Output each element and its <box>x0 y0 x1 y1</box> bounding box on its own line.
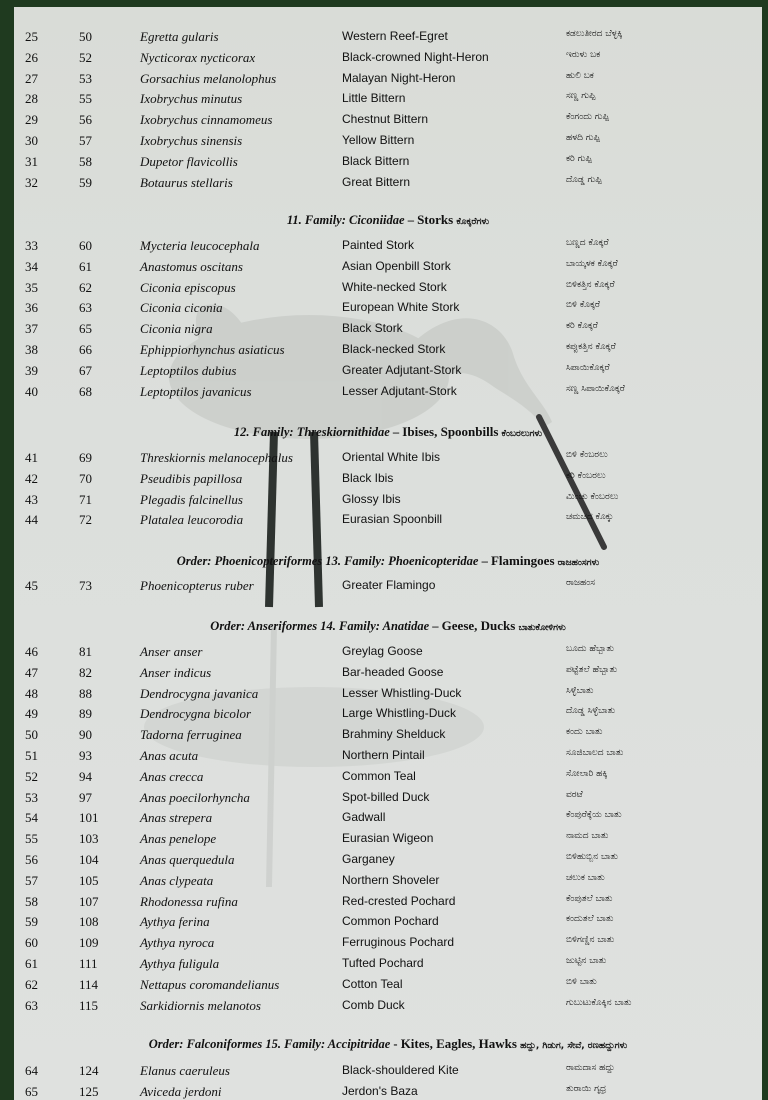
serial-number: 55 <box>25 831 38 847</box>
serial-number: 52 <box>25 768 38 784</box>
english-name: Brahminy Shelduck <box>342 727 446 742</box>
english-name: Tufted Pochard <box>342 956 424 970</box>
english-name: Comb Duck <box>342 997 405 1012</box>
english-name: Eurasian Wigeon <box>342 831 434 846</box>
species-id: 105 <box>79 872 99 888</box>
table-row <box>14 1081 762 1100</box>
scientific-name: Anas querquedula <box>140 852 235 867</box>
species-id: 108 <box>79 914 99 930</box>
table-row <box>14 662 762 682</box>
family-label: Order: Falconiformes 15. Family: Accipitridae <box>148 1037 391 1051</box>
scientific-name: Anas penelope <box>140 831 217 847</box>
family-heading <box>14 212 762 228</box>
table-row <box>14 297 762 317</box>
species-id: 70 <box>79 470 92 486</box>
kannada-name: ಚಮಚದ ಕೊಕ್ಕು <box>566 512 614 523</box>
table-row <box>14 47 762 67</box>
serial-number: 40 <box>25 383 38 399</box>
scientific-name: Nettapus coromandelianus <box>140 976 280 992</box>
serial-number: 61 <box>25 956 38 971</box>
species-id: 88 <box>79 685 92 701</box>
scientific-name: Gorsachius melanolophus <box>140 70 277 86</box>
english-name: Spot-billed Duck <box>342 789 430 804</box>
scientific-name: Pseudibis papillosa <box>140 470 243 486</box>
serial-number: 51 <box>25 748 38 763</box>
species-id: 61 <box>79 258 92 274</box>
species-id: 93 <box>79 748 92 763</box>
table-row <box>14 235 762 255</box>
kannada-name: ಮಿಂಚು ಕೆಂಬರಲು <box>566 491 619 502</box>
table-row <box>14 256 762 276</box>
species-id: 81 <box>79 644 92 659</box>
kannada-name: ರಾಮದಾಸ ಹದ್ದು <box>566 1063 615 1073</box>
english-name: Red-crested Pochard <box>342 893 456 908</box>
kannada-name: ಸಣ್ಣ ಸಿಪಾಯಿಕೊಕ್ಕರೆ <box>566 383 625 394</box>
english-name: Malayan Night-Heron <box>342 70 456 85</box>
scientific-name: Aviceda jerdoni <box>140 1083 222 1099</box>
table-row <box>14 766 762 786</box>
species-id: 69 <box>79 450 92 465</box>
species-id: 111 <box>79 956 98 971</box>
kannada-name: ಪಟ್ಟೆತಲೆ ಹೆಬ್ಬಾತು <box>566 664 618 675</box>
serial-number: 37 <box>25 321 38 337</box>
table-row <box>14 745 762 765</box>
scientific-name: Botaurus stellaris <box>140 174 233 190</box>
table-row <box>14 277 762 297</box>
family-heading <box>14 553 762 569</box>
english-name: Chestnut Bittern <box>342 112 429 127</box>
serial-number: 62 <box>25 976 38 992</box>
scientific-name: Ciconia ciconia <box>140 300 223 316</box>
scientific-name: Tadorna ferruginea <box>140 727 242 743</box>
serial-number: 63 <box>25 997 38 1013</box>
checklist-page <box>14 7 762 1100</box>
species-id: 72 <box>79 512 92 528</box>
kannada-name: ವರಟೆ <box>566 789 583 800</box>
serial-number: 29 <box>25 112 38 128</box>
scientific-name: Dendrocygna javanica <box>140 685 259 701</box>
kannada-name: ಗುಬುಟುಕೊಕ್ಕಿನ ಬಾತು <box>566 997 632 1008</box>
kannada-name: ಕಂದು ಬಾತು <box>566 727 603 738</box>
scientific-name: Leptoptilos dubius <box>140 362 237 378</box>
english-name: Western Reef-Egret <box>342 29 448 43</box>
table-row <box>14 703 762 723</box>
serial-number: 27 <box>25 70 38 86</box>
table-row <box>14 849 762 869</box>
serial-number: 56 <box>25 852 38 867</box>
scientific-name: Ciconia episcopus <box>140 279 236 295</box>
species-id: 62 <box>79 279 92 295</box>
english-name: Oriental White Ibis <box>342 450 441 464</box>
english-name: Greater Adjutant-Stork <box>342 362 462 377</box>
serial-number: 39 <box>25 362 38 378</box>
family-kannada-name: ರಾಜಹಂಸಗಳು <box>557 558 600 568</box>
english-name: Glossy Ibis <box>342 491 401 506</box>
table-row <box>14 26 762 46</box>
english-name: Greylag Goose <box>342 644 423 658</box>
english-name: Common Teal <box>342 768 416 783</box>
scientific-name: Aythya fuligula <box>140 956 220 971</box>
kannada-name: ಬಿಳಿಗಣ್ಣಿನ ಬಾತು <box>566 935 615 946</box>
kannada-name: ಕಪ್ಪುಕತ್ತಿನ ಕೊಕ್ಕರೆ <box>566 342 616 352</box>
kannada-name: ಸೋಲಾರಿ ಹಕ್ಕಿ <box>566 768 608 779</box>
serial-number: 31 <box>25 153 38 169</box>
heading-dash: – <box>429 619 442 633</box>
scientific-name: Mycteria leucocephala <box>140 238 260 253</box>
family-english-name: Geese, Ducks <box>441 618 516 633</box>
scientific-name: Anser anser <box>140 644 203 659</box>
species-id: 89 <box>79 706 92 722</box>
serial-number: 47 <box>25 664 38 680</box>
table-row <box>14 828 762 848</box>
serial-number: 48 <box>25 685 38 701</box>
kannada-name: ಬಿಳಿಹುಬ್ಬಿನ ಬಾತು <box>566 852 618 862</box>
family-heading <box>14 1036 762 1052</box>
species-id: 107 <box>79 893 99 909</box>
table-row <box>14 1060 762 1080</box>
english-name: Garganey <box>342 852 395 866</box>
scientific-name: Anas acuta <box>140 748 199 763</box>
species-id: 67 <box>79 362 92 378</box>
serial-number: 26 <box>25 49 38 65</box>
kannada-name: ಕೆಂಪುರೆಕ್ಕೆಯ ಬಾತು <box>566 810 622 821</box>
table-row <box>14 974 762 994</box>
kannada-name: ಸಿಪಾಯಿಕೊಕ್ಕರೆ <box>566 362 610 373</box>
species-id: 115 <box>79 997 99 1013</box>
species-id: 94 <box>79 768 92 784</box>
family-english-name: Kites, Eagles, Hawks <box>400 1036 517 1051</box>
species-id: 59 <box>79 174 92 190</box>
kannada-name: ಬಿಳಿಕತ್ತಿನ ಕೊಕ್ಕರೆ <box>566 279 615 290</box>
family-heading <box>14 424 762 440</box>
english-name: Painted Stork <box>342 238 415 252</box>
species-id: 52 <box>79 49 92 65</box>
table-row <box>14 381 762 401</box>
family-english-name: Storks <box>417 212 454 227</box>
kannada-name: ಚಲುಕ ಬಾತು <box>566 872 605 883</box>
family-heading <box>14 618 762 634</box>
kannada-name: ಹುಲಿ ಬಕ <box>566 70 594 81</box>
kannada-name: ಬಿಳಿ ಕೆಂಬರಲು <box>566 450 608 460</box>
species-id: 104 <box>79 852 99 867</box>
english-name: Jerdon's Baza <box>342 1083 418 1098</box>
table-row <box>14 68 762 88</box>
serial-number: 49 <box>25 706 38 722</box>
table-row <box>14 489 762 509</box>
serial-number: 44 <box>25 512 38 528</box>
kannada-name: ರಾಜಹಂಸ <box>566 578 595 588</box>
english-name: Greater Flamingo <box>342 578 436 592</box>
table-row <box>14 318 762 338</box>
scientific-name: Anser indicus <box>140 664 212 680</box>
serial-number: 25 <box>25 29 38 44</box>
serial-number: 60 <box>25 935 38 951</box>
species-id: 68 <box>79 383 92 399</box>
table-row <box>14 447 762 467</box>
english-name: Bar-headed Goose <box>342 664 444 679</box>
table-row <box>14 787 762 807</box>
serial-number: 36 <box>25 300 38 316</box>
kannada-name: ಕರಿ ಕೊಕ್ಕರೆ <box>566 321 598 332</box>
kannada-name: ಕೆಂಪುತಲೆ ಬಾತು <box>566 893 613 904</box>
species-id: 97 <box>79 789 92 805</box>
serial-number: 33 <box>25 238 38 253</box>
scientific-name: Egretta gularis <box>140 29 219 44</box>
serial-number: 45 <box>25 578 38 593</box>
kannada-name: ಕೆಂಗಂದು ಗುಪ್ಪಿ <box>566 112 609 123</box>
species-id: 65 <box>79 321 92 337</box>
species-id: 90 <box>79 727 92 743</box>
species-id: 50 <box>79 29 92 44</box>
family-kannada-name: ಹದ್ದು, ಗಿಡುಗ, ಸೇವೆ, ರಣಹದ್ದುಗಳು <box>520 1041 628 1051</box>
species-id: 71 <box>79 491 92 507</box>
table-row <box>14 172 762 192</box>
serial-number: 35 <box>25 279 38 295</box>
heading-dash: – <box>478 554 491 568</box>
english-name: Black Bittern <box>342 153 410 168</box>
table-row <box>14 151 762 171</box>
heading-dash: - <box>390 1037 401 1051</box>
english-name: Eurasian Spoonbill <box>342 512 443 527</box>
species-id: 73 <box>79 578 92 593</box>
table-row <box>14 891 762 911</box>
kannada-name: ಸಿಳ್ಳೆಬಾತು <box>566 685 594 696</box>
scientific-name: Anas strepera <box>140 810 213 826</box>
family-label: 11. Family: Ciconiidae <box>286 213 405 227</box>
table-row <box>14 932 762 952</box>
table-row <box>14 807 762 827</box>
family-label: Order: Phoenicopteriformes 13. Family: Phoenicopteridae <box>176 554 479 568</box>
english-name: Black Ibis <box>342 470 394 485</box>
scientific-name: Anas clypeata <box>140 872 214 888</box>
kannada-name: ನಾಮದ ಬಾತು <box>566 831 609 842</box>
species-id: 58 <box>79 153 92 169</box>
serial-number: 32 <box>25 174 38 190</box>
english-name: Northern Pintail <box>342 748 425 762</box>
table-row <box>14 953 762 973</box>
kannada-name: ಬಿಳಿ ಕೊಕ್ಕರೆ <box>566 300 600 311</box>
serial-number: 42 <box>25 470 38 486</box>
scientific-name: Aythya nyroca <box>140 935 215 951</box>
species-id: 125 <box>79 1083 99 1099</box>
species-id: 63 <box>79 300 92 316</box>
heading-dash: – <box>404 213 418 227</box>
english-name: Black-necked Stork <box>342 342 446 356</box>
family-label: 12. Family: Threskiornithidae <box>233 425 390 439</box>
scientific-name: Ixobrychus minutus <box>140 91 243 107</box>
kannada-name: ಹಳದಿ ಗುಪ್ಪಿ <box>566 133 600 143</box>
scientific-name: Phoenicopterus ruber <box>140 578 254 593</box>
english-name: Yellow Bittern <box>342 133 415 147</box>
species-id: 103 <box>79 831 99 847</box>
scientific-name: Anastomus oscitans <box>140 258 243 274</box>
serial-number: 38 <box>25 342 38 357</box>
kannada-name: ಕರಿ ಗುಪ್ಪಿ <box>566 153 592 164</box>
kannada-name: ಕಂದುತಲೆ ಬಾತು <box>566 914 614 925</box>
serial-number: 59 <box>25 914 38 930</box>
kannada-name: ಸಣ್ಣ ಗುಪ್ಪಿ <box>566 91 596 102</box>
species-id: 66 <box>79 342 92 357</box>
kannada-name: ದೊಡ್ಡ ಗುಪ್ಪಿ <box>566 174 602 185</box>
serial-number: 54 <box>25 810 38 826</box>
serial-number: 43 <box>25 491 38 507</box>
table-row <box>14 109 762 129</box>
species-id: 114 <box>79 976 99 992</box>
heading-dash: – <box>389 425 403 439</box>
serial-number: 34 <box>25 258 38 274</box>
serial-number: 46 <box>25 644 38 659</box>
english-name: Great Bittern <box>342 174 411 189</box>
kannada-name: ದೊಡ್ಡ ಸಿಳ್ಳೆಬಾತು <box>566 706 616 717</box>
species-id: 53 <box>79 70 92 86</box>
table-row <box>14 339 762 359</box>
species-id: 109 <box>79 935 99 951</box>
kannada-name: ಬಾಯ್ಕಳಕ ಕೊಕ್ಕರೆ <box>566 258 618 269</box>
table-row <box>14 683 762 703</box>
scientific-name: Platalea leucorodia <box>140 512 244 528</box>
scientific-name: Dupetor flavicollis <box>140 153 238 169</box>
english-name: White-necked Stork <box>342 279 447 294</box>
scientific-name: Ciconia nigra <box>140 321 213 337</box>
kannada-name: ಕರಿ ಕೆಂಬರಲು <box>566 470 606 481</box>
species-id: 56 <box>79 112 92 128</box>
serial-number: 65 <box>25 1083 38 1099</box>
kannada-name: ತುರಾಯಿ ಗೃಧ್ರ <box>566 1083 607 1094</box>
species-id: 124 <box>79 1063 99 1078</box>
scientific-name: Aythya ferina <box>140 914 210 930</box>
table-row <box>14 641 762 661</box>
scientific-name: Leptoptilos javanicus <box>140 383 252 399</box>
kannada-name: ಇರುಳು ಬಕ <box>566 49 601 60</box>
table-row <box>14 870 762 890</box>
scientific-name: Sarkidiornis melanotos <box>140 997 261 1013</box>
family-label: Order: Anseriformes 14. Family: Anatidae <box>210 619 430 633</box>
english-name: Black-shouldered Kite <box>342 1063 459 1077</box>
table-row <box>14 911 762 931</box>
family-kannada-name: ಕೊಕ್ಕರೆಗಳು <box>456 217 490 227</box>
species-id: 60 <box>79 238 92 253</box>
english-name: Northern Shoveler <box>342 872 440 887</box>
family-kannada-name: ಬಾತುಕೋಳಿಗಳು <box>518 623 566 633</box>
table-row <box>14 88 762 108</box>
scientific-name: Dendrocygna bicolor <box>140 706 252 722</box>
serial-number: 28 <box>25 91 38 107</box>
species-id: 55 <box>79 91 92 107</box>
serial-number: 30 <box>25 133 38 148</box>
kannada-name: ಸೂಜಿಬಾಲದ ಬಾತು <box>566 748 624 758</box>
scientific-name: Ixobrychus cinnamomeus <box>140 112 273 128</box>
scientific-name: Threskiornis melanocephalus <box>140 450 293 465</box>
english-name: Lesser Adjutant-Stork <box>342 383 457 398</box>
scientific-name: Anas poecilorhyncha <box>140 789 250 805</box>
scientific-name: Rhodonessa rufina <box>140 893 238 909</box>
scientific-name: Nycticorax nycticorax <box>140 49 256 65</box>
english-name: Gadwall <box>342 810 386 825</box>
english-name: Black Stork <box>342 321 403 336</box>
kannada-name: ಜುಟ್ಟಿನ ಬಾತು <box>566 956 607 966</box>
english-name: Black-crowned Night-Heron <box>342 49 489 64</box>
table-row <box>14 995 762 1015</box>
family-kannada-name: ಕೆಂಬರಲುಗಳು <box>501 429 543 439</box>
scientific-name: Ephippiorhynchus asiaticus <box>140 342 285 357</box>
kannada-name: ಕಡಲುತೀರದ ಬೆಳ್ಳಕ್ಕಿ <box>566 29 623 39</box>
serial-number: 58 <box>25 893 38 909</box>
table-row <box>14 724 762 744</box>
table-row <box>14 468 762 488</box>
english-name: Large Whistling-Duck <box>342 706 457 721</box>
english-name: Asian Openbill Stork <box>342 258 451 273</box>
species-id: 101 <box>79 810 99 826</box>
scientific-name: Elanus caeruleus <box>140 1063 230 1078</box>
serial-number: 50 <box>25 727 38 743</box>
english-name: Little Bittern <box>342 91 406 106</box>
english-name: Ferruginous Pochard <box>342 935 455 950</box>
serial-number: 64 <box>25 1063 38 1078</box>
kannada-name: ಬೂದು ಹೆಬ್ಬಾತು <box>566 644 614 654</box>
kannada-name: ಬಣ್ಣದ ಕೊಕ್ಕರೆ <box>566 238 609 248</box>
english-name: Common Pochard <box>342 914 439 929</box>
table-row <box>14 360 762 380</box>
species-id: 82 <box>79 664 92 680</box>
english-name: Cotton Teal <box>342 976 403 991</box>
family-english-name: Flamingoes <box>490 553 555 568</box>
english-name: European White Stork <box>342 300 460 315</box>
table-row <box>14 130 762 150</box>
kannada-name: ಬಿಳಿ ಬಾತು <box>566 976 597 987</box>
scientific-name: Plegadis falcinellus <box>140 491 243 507</box>
serial-number: 57 <box>25 872 38 888</box>
serial-number: 41 <box>25 450 38 465</box>
table-row <box>14 509 762 529</box>
english-name: Lesser Whistling-Duck <box>342 685 462 700</box>
scientific-name: Anas crecca <box>140 768 204 784</box>
family-english-name: Ibises, Spoonbills <box>402 424 499 439</box>
table-row <box>14 575 762 595</box>
scientific-name: Ixobrychus sinensis <box>140 133 243 148</box>
serial-number: 53 <box>25 789 38 805</box>
species-id: 57 <box>79 133 92 148</box>
